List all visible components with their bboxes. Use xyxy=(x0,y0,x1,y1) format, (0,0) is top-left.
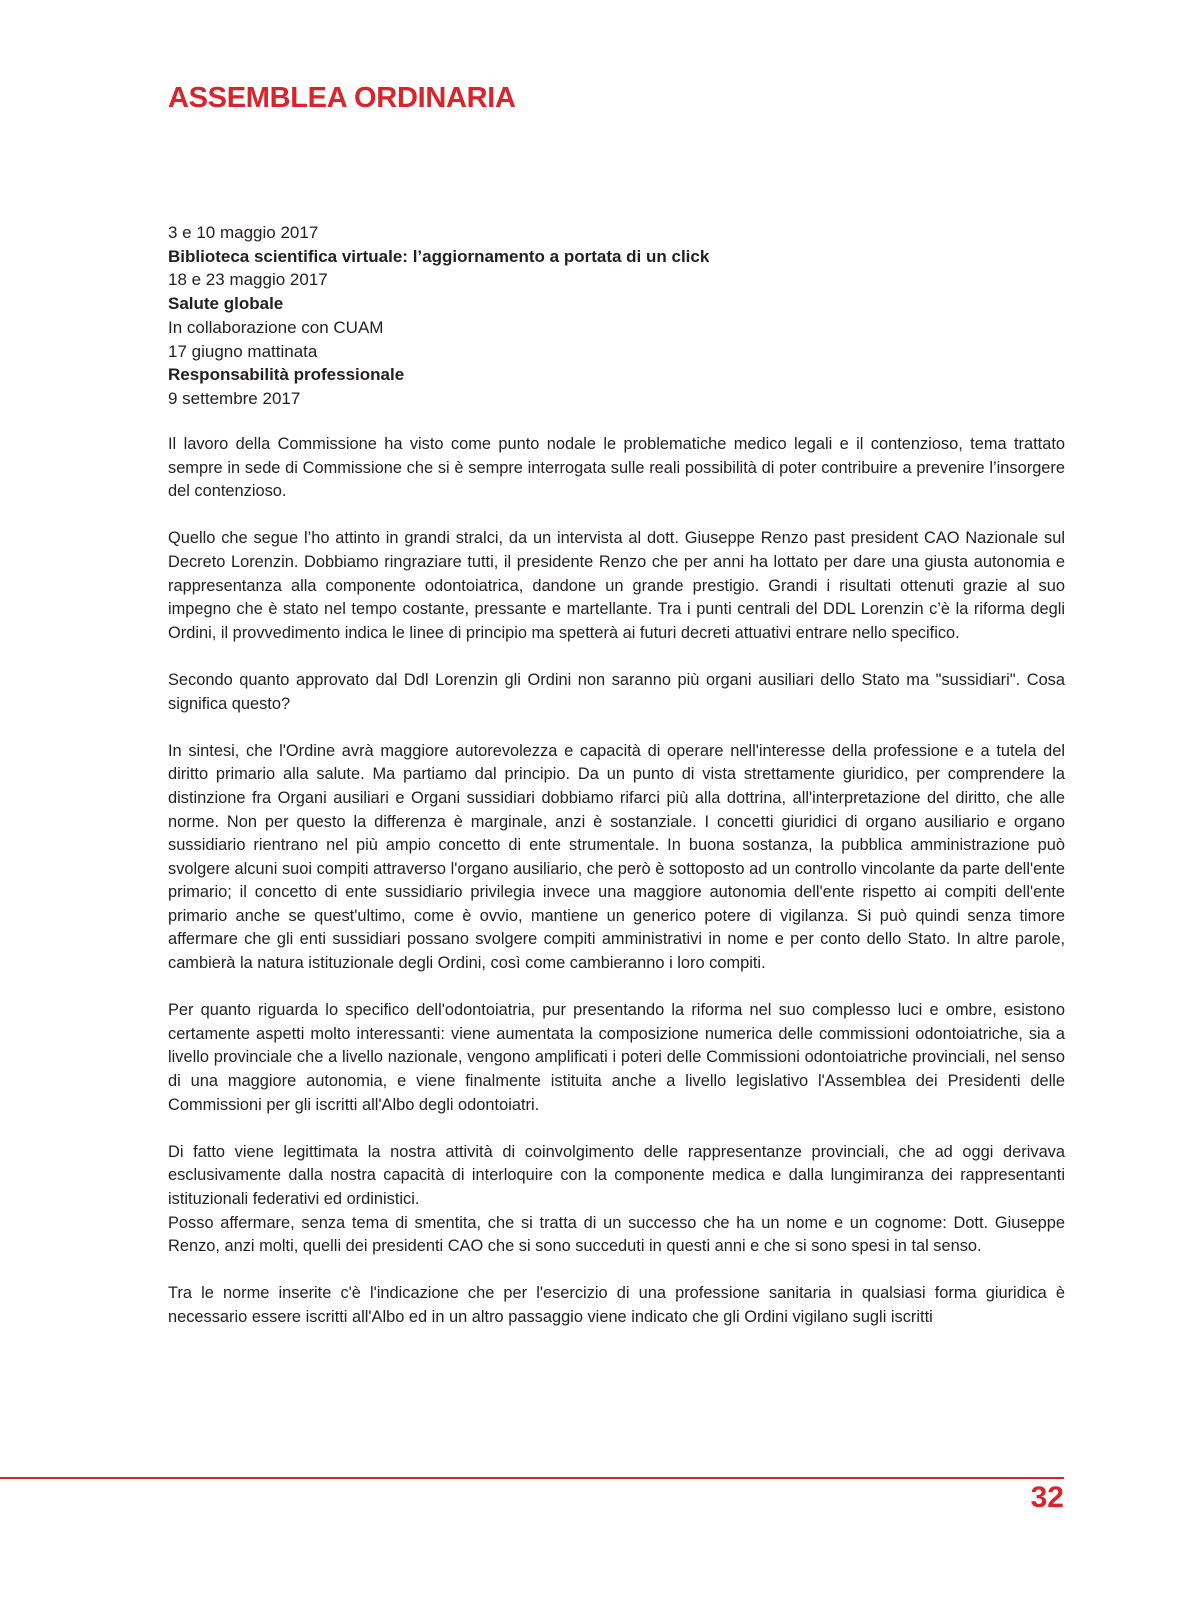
page-title: ASSEMBLEA ORDINARIA xyxy=(168,82,516,114)
body-paragraph: Posso affermare, senza tema di smentita, che si tratta di un successo che ha un nome e un cognome: Dott. Giuseppe Renzo, anzi molti, quelli dei presidenti CAO che si sono succeduti in questi anni e che si sono spesi in tal senso. xyxy=(168,1213,1065,1256)
schedule-note: In collaborazione con CUAM xyxy=(168,317,384,337)
schedule-event-title: Responsabilità professionale xyxy=(168,365,405,385)
article-body xyxy=(168,433,1065,1353)
body-paragraph: Secondo quanto approvato dal Ddl Lorenzin gli Ordini non saranno più organi ausiliari dello Stato ma "sussidiari". Cosa significa questo? xyxy=(168,670,1065,713)
body-paragraph: Il lavoro della Commissione ha visto come punto nodale le problematiche medico legali e il contenzioso, tema trattato sempre in sede di Commissione che si è sempre interrogata sulle reali possibilità di poter contribuire a prevenire l’insorgere del contenzioso. xyxy=(168,435,1065,501)
schedule-date: 9 settembre 2017 xyxy=(168,388,301,408)
footer-divider xyxy=(0,1477,1064,1479)
schedule-date: 18 e 23 maggio 2017 xyxy=(168,270,328,290)
body-paragraph: Quello che segue l’ho attinto in grandi stralci, da un intervista al dott. Giuseppe Renzo past president CAO Nazionale sul Decreto Lorenzin. Dobbiamo ringraziare tutti, il presidente Renzo che per anni ha lottato per dare una giusta autonomia e rappresentanza alla componente odontoiatrica, dandone un grande prestigio. Grandi i risultati ottenuti grazie al suo impegno che è stato nel tempo costante, pressante e martellante. Tra i punti centrali del DDL Lorenzin c’è la riforma degli Ordini, il provvedimento indica le linee di principio ma spetterà ai futuri decreti attuativi entrare nello specifico. xyxy=(168,529,1065,642)
schedule-date: 17 giugno mattinata xyxy=(168,341,318,361)
body-paragraph: Di fatto viene legittimata la nostra attività di coinvolgimento delle rappresentanze provinciali, che ad oggi derivava esclusivamente dalla nostra capacità di interloquire con la componente medica e dalla lungimiranza dei rappresentanti istituzionali federativi ed ordinistici. xyxy=(168,1142,1065,1208)
body-paragraph: Per quanto riguarda lo specifico dell'odontoiatria, pur presentando la riforma nel suo complesso luci e ombre, esistono certamente aspetti molto interessanti: viene aumentata la composizione numerica delle commissioni odontoiatriche, sia a livello provinciale che a livello nazionale, vengono amplificati i poteri delle Commissioni odontoiatriche provinciali, nel senso di una maggiore autonomia, e viene finalmente istituita anche a livello legislativo l'Assemblea dei Presidenti delle Commissioni per gli iscritti all'Albo degli odontoiatri. xyxy=(168,1001,1065,1114)
page-number: 32 xyxy=(1030,1481,1064,1514)
schedule-event-title: Biblioteca scientifica virtuale: l’aggiornamento a portata di un click xyxy=(168,246,710,266)
body-paragraph: In sintesi, che l'Ordine avrà maggiore autorevolezza e capacità di operare nell'interesse della professione e a tutela del diritto primario alla salute. Ma partiamo dal principio. Da un punto di vista strettamente giuridico, per comprendere la distinzione fra Organi ausiliari e Organi sussidiari dobbiamo rifarci più alla dottrina, all'interpretazione del diritto, che alle norme. Non per questo la differenza è marginale, anzi è sostanziale. I concetti giuridici di organo ausiliario e organo sussidiario rientrano nel più ampio concetto di ente strumentale. In buona sostanza, la pubblica amministrazione può svolgere alcuni suoi compiti attraverso l'organo ausiliario, che però è sottoposto ad un controllo vincolante da parte dell'ente primario; il concetto di ente sussidiario privilegia invece una maggiore autonomia dell'ente rispetto ai compiti dell'ente primario anche se quest'ultimo, come è ovvio, mantiene un generico potere di vigilanza. Si può quindi senza timore affermare che gli enti sussidiari possano svolgere compiti amministrativi in nome e per conto dello Stato. In altre parole, cambierà la natura istituzionale degli Ordini, così come cambieranno i loro compiti. xyxy=(168,741,1065,973)
schedule-event-title: Salute globale xyxy=(168,294,284,314)
schedule-date: 3 e 10 maggio 2017 xyxy=(168,223,319,242)
body-paragraph: Tra le norme inserite c'è l'indicazione che per l'esercizio di una professione sanitaria in qualsiasi forma giuridica è necessario essere iscritti all'Albo ed in un altro passaggio viene indicato che gli Ordini vigilano sugli iscritti xyxy=(168,1284,1065,1326)
event-schedule xyxy=(168,221,1068,411)
